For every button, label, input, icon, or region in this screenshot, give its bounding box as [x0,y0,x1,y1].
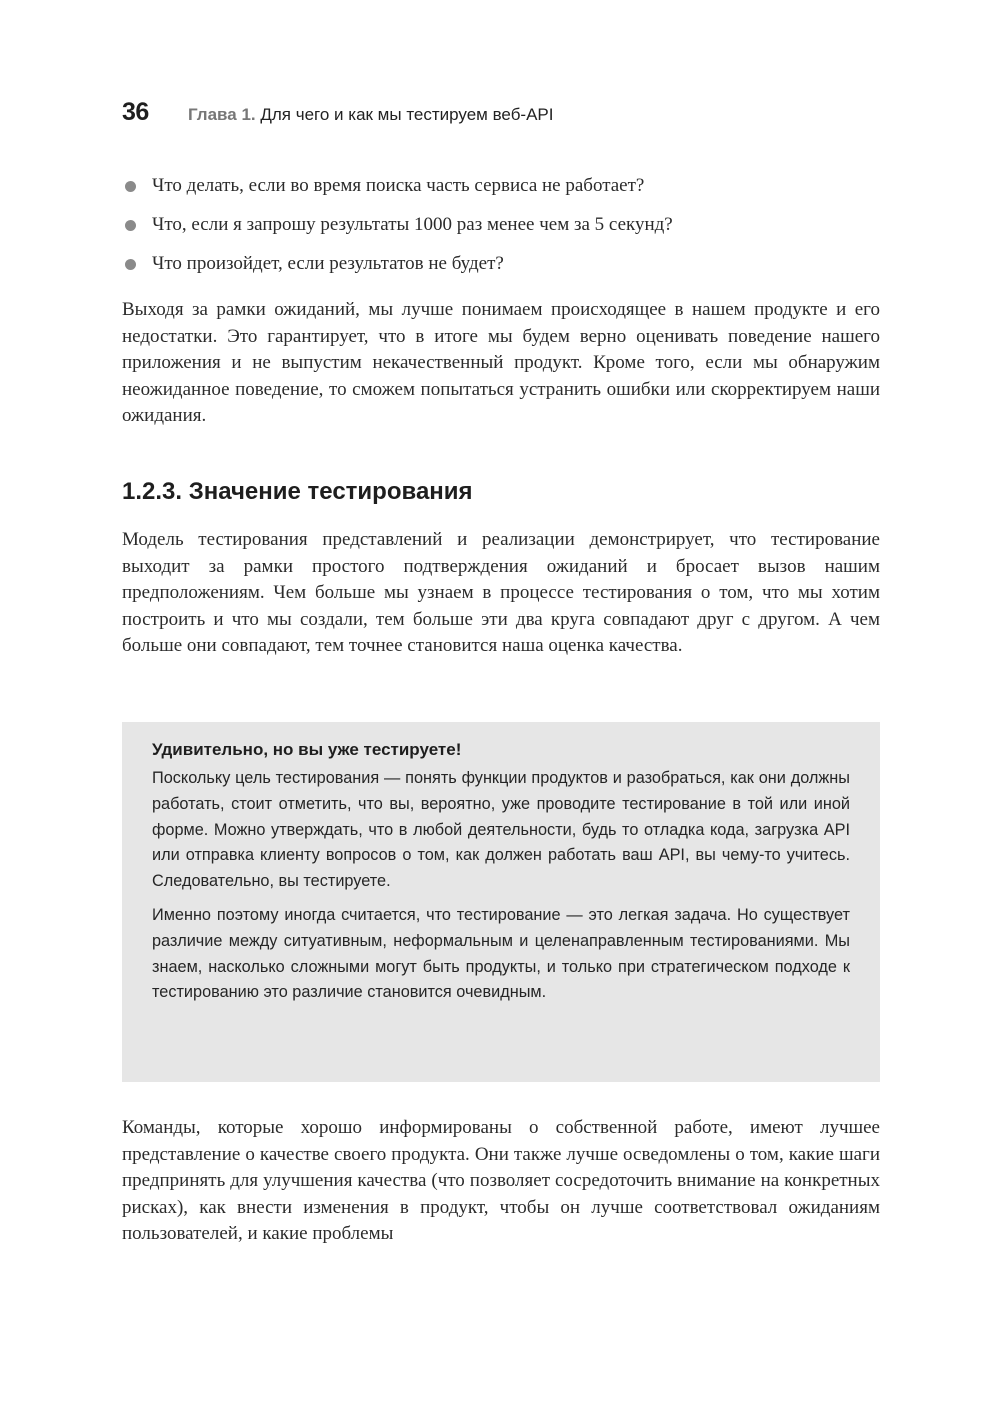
page-number: 36 [122,98,149,126]
section-heading: 1.2.3. Значение тестирования [122,478,473,505]
chapter-label: Глава 1. [188,105,256,124]
list-item-text: Что произойдет, если результатов не будет? [152,253,504,274]
bullet-icon [125,259,136,270]
body-paragraph: Выходя за рамки ожиданий, мы лучше понимаем происходящее в нашем продукте и его недостатки. Это гарантирует, что в итоге мы будем верно оценивать поведение нашего приложения и не выпустим некачественный продукт. Кроме того, если мы обнаружим неожиданное поведение, то сможем попытаться устранить ошибки или скорректируем наши ожидания. [122,299,880,427]
bullet-icon [125,220,136,231]
list-item [122,250,880,289]
sidebar-box [122,722,880,1082]
running-header [122,98,880,132]
list-item [122,211,880,250]
bullet-icon [125,181,136,192]
chapter-title: Для чего и как мы тестируем веб-API [255,105,554,124]
body-paragraph: Команды, которые хорошо информированы о собственной работе, имеют лучшее представление о качестве своего продукта. Они также лучше осведомлены о том, какие шаги предпринять для улучшения качества (что позволяет сосредоточить внимание на конкретных рисках), как внести изменения в продукт, чтобы он лучше соответствовал ожиданиям пользователей, и какие проблемы [122,1117,880,1245]
chapter-header [188,105,554,125]
list-item [122,172,880,211]
question-list [122,172,880,289]
body-paragraph: Модель тестирования представлений и реализации демонстрирует, что тестирование выходит за рамки простого подтверждения ожиданий и бросает вызов нашим предположениям. Чем больше мы узнаем в процессе тестирования о том, что мы хотим построить и что мы создали, тем больше эти два круга совпадают друг с другом. А чем больше они совпадают, тем точнее становится наша оценка качества. [122,529,880,657]
sidebar-paragraph: Поскольку цель тестирования — понять функции продуктов и разобраться, как они должны работать, стоит отметить, что вы, вероятно, уже проводите тестирование в той или иной форме. Можно утверждать, что в любой деятельности, будь то отладка кода, загрузка API или отправка клиенту вопросов о том, как должен работать ваш API, вы чему-то учитесь. Следовательно, вы тестируете. [152,769,850,891]
sidebar-paragraph: Именно поэтому иногда считается, что тестирование — это легкая задача. Но существует различие между ситуативным, неформальным и целенаправленным тестированиями. Мы знаем, насколько сложными могут быть продукты, и только при стратегическом подходе к тестированию это различие становится очевидным. [152,905,850,1002]
sidebar-title: Удивительно, но вы уже тестируете! [152,740,462,759]
list-item-text: Что делать, если во время поиска часть сервиса не работает? [152,175,645,196]
list-item-text: Что, если я запрошу результаты 1000 раз менее чем за 5 секунд? [152,214,673,235]
